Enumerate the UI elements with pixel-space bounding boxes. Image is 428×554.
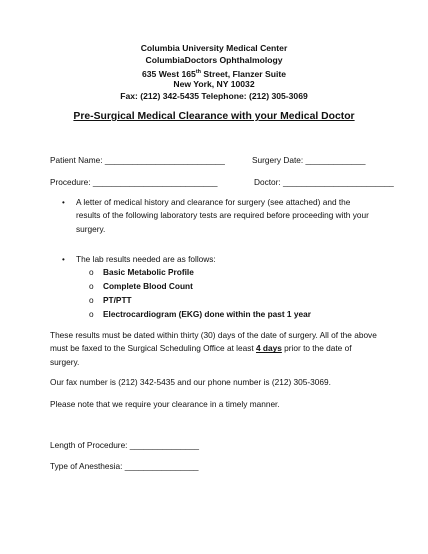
address-street: Street, Flanzer Suite (201, 68, 287, 79)
address-number: 635 West 165 (141, 68, 196, 79)
address-suffix: th (195, 69, 202, 75)
bullet-dot: • (62, 255, 65, 264)
bullet-dot: • (62, 198, 65, 207)
sub-bullet-marker: o (89, 281, 94, 291)
doctor-field[interactable]: Doctor: ________________________ (254, 177, 394, 187)
lab-item: Basic Metabolic Profile (103, 267, 194, 277)
page-title: Pre-Surgical Medical Clearance with your Medical Doctor (73, 111, 355, 122)
lab-item: Complete Blood Count (103, 281, 193, 291)
header-department: ColumbiaDoctors Ophthalmology (145, 55, 283, 65)
header-institution: Columbia University Medical Center (140, 43, 288, 53)
timeliness-paragraph: Please note that we require your clearance in a timely manner. (50, 399, 280, 409)
deadline-text-end: prior to the date of surgery. (50, 343, 352, 367)
sub-bullet-marker: o (89, 309, 94, 319)
lab-intro: The lab results needed are as follows: (76, 254, 216, 264)
procedure-field[interactable]: Procedure: ___________________________ (50, 177, 218, 187)
lab-item: Electrocardiogram (EKG) done within the past 1 year (103, 309, 311, 319)
sub-bullet-marker: o (89, 295, 94, 305)
sub-bullet-marker: o (89, 267, 94, 277)
lab-item: PT/PTT (103, 295, 132, 305)
header-contact: Fax: (212) 342-5435 Telephone: (212) 305-3069 (120, 91, 308, 101)
deadline-text-start: These results must be dated within thirty (30) days of the date of surgery. All of the above must be faxed to the Surgical Scheduling Office at least (50, 330, 377, 354)
clearance-instructions: A letter of medical history and clearance for surgery (see attached) and the results of the following laboratory tests are required before proceeding with your surgery. (76, 197, 369, 234)
deadline-days: 4 days (256, 343, 282, 354)
contact-numbers-paragraph: Our fax number is (212) 342-5435 and our phone number is (212) 305-3069. (50, 377, 331, 387)
results-deadline-paragraph (50, 329, 380, 369)
header-city: New York, NY 10032 (173, 79, 255, 89)
length-of-procedure-field[interactable]: Length of Procedure: _______________ (50, 440, 200, 450)
type-of-anesthesia-field[interactable]: Type of Anesthesia: ________________ (50, 461, 199, 471)
patient-name-field[interactable]: Patient Name: __________________________ (50, 155, 225, 165)
surgery-date-field[interactable]: Surgery Date: _____________ (252, 155, 366, 165)
